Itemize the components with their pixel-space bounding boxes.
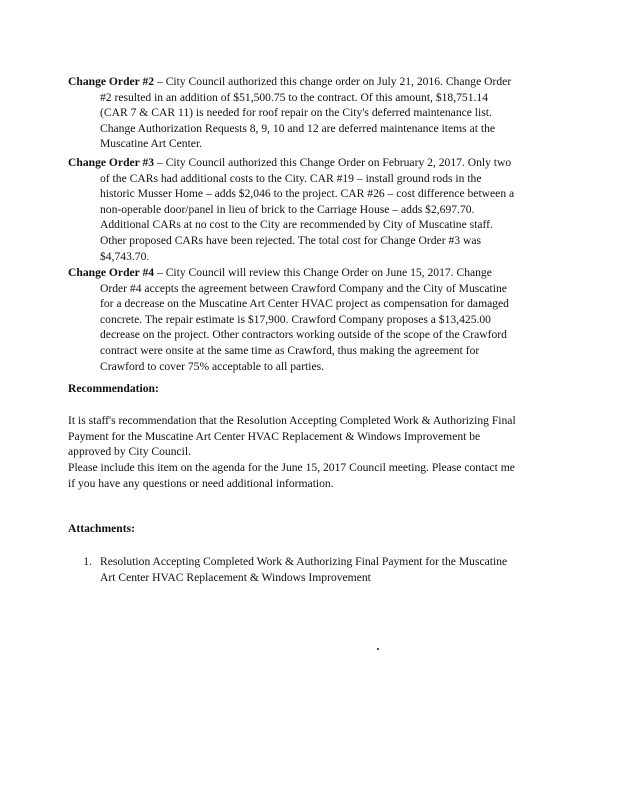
text-line: Resolution Accepting Completed Work & Authorizing Final Payment for the Muscatine: [100, 555, 508, 568]
text-line: decrease on the project. Other contractors working outside of the scope of the Crawford: [100, 328, 507, 342]
change-order-label: Change Order #4: [68, 266, 155, 279]
text-line: Additional CARs at no cost to the City are recommended by City of Muscatine staff.: [100, 218, 493, 232]
text-line: Crawford to cover 75% acceptable to all parties.: [100, 359, 325, 373]
text-line: – City Council authorized this change order on July 21, 2016. Change Order: [154, 75, 512, 88]
text-line: It is staff's recommendation that the Resolution Accepting Completed Work & Authorizing Final: [68, 414, 516, 427]
text-line: concrete. The repair estimate is $17,900. Crawford Company proposes a $13,425.00: [100, 312, 491, 326]
text-line: non-operable door/panel in lieu of brick to the Carriage House – adds $2,697.70.: [100, 202, 475, 216]
text-line: of the CARs had additional costs to the City. CAR #19 – install ground rods in the: [100, 171, 482, 185]
text-line: if you have any questions or need additional information.: [68, 476, 334, 490]
list-number: 1.: [83, 555, 92, 568]
text-line: for a decrease on the Muscatine Art Center HVAC project as compensation for damaged: [100, 297, 509, 311]
text-line: contract were onsite at the same time as Crawford, thus making the agreement for: [100, 343, 480, 357]
text-line: #2 resulted in an addition of $51,500.75 to the contract. Of this amount, $18,751.14: [100, 90, 489, 104]
change-order-2: [68, 74, 568, 152]
attachment-item: [80, 554, 580, 585]
text-line: Change Authorization Requests 8, 9, 10 and 12 are deferred maintenance items at the: [100, 121, 496, 135]
scan-speck: [377, 648, 379, 650]
text-line: – City Council will review this Change Order on June 15, 2017. Change: [154, 266, 492, 279]
attachments-heading: Attachments:: [68, 522, 135, 535]
text-line: Payment for the Muscatine Art Center HVAC Replacement & Windows Improvement be: [68, 429, 481, 443]
recommendation-heading: Recommendation:: [68, 382, 159, 395]
text-line: Other proposed CARs have been rejected. The total cost for Change Order #3 was: [100, 233, 481, 247]
change-order-4: [68, 265, 568, 374]
text-line: Please include this item on the agenda for the June 15, 2017 Council meeting. Please contact me: [68, 461, 515, 474]
text-line: Muscatine Art Center.: [100, 137, 203, 151]
text-line: historic Musser Home – adds $2,046 to the project. CAR #26 – cost difference between a: [100, 187, 515, 201]
change-order-label: Change Order #2: [68, 75, 155, 88]
text-line: (CAR 7 & CAR 11) is needed for roof repair on the City's deferred maintenance list.: [100, 106, 492, 120]
agenda-paragraph: [68, 460, 568, 491]
text-line: Order #4 accepts the agreement between Crawford Company and the City of Muscatine: [100, 281, 507, 295]
change-order-label: Change Order #3: [68, 156, 155, 169]
change-order-3: [68, 155, 568, 264]
text-line: approved by City Council.: [68, 445, 192, 459]
text-line: Art Center HVAC Replacement & Windows Improvement: [100, 570, 371, 584]
recommendation-paragraph: [68, 413, 568, 460]
text-line: $4,743.70.: [100, 249, 150, 263]
text-line: – City Council authorized this Change Order on February 2, 2017. Only two: [154, 156, 512, 169]
